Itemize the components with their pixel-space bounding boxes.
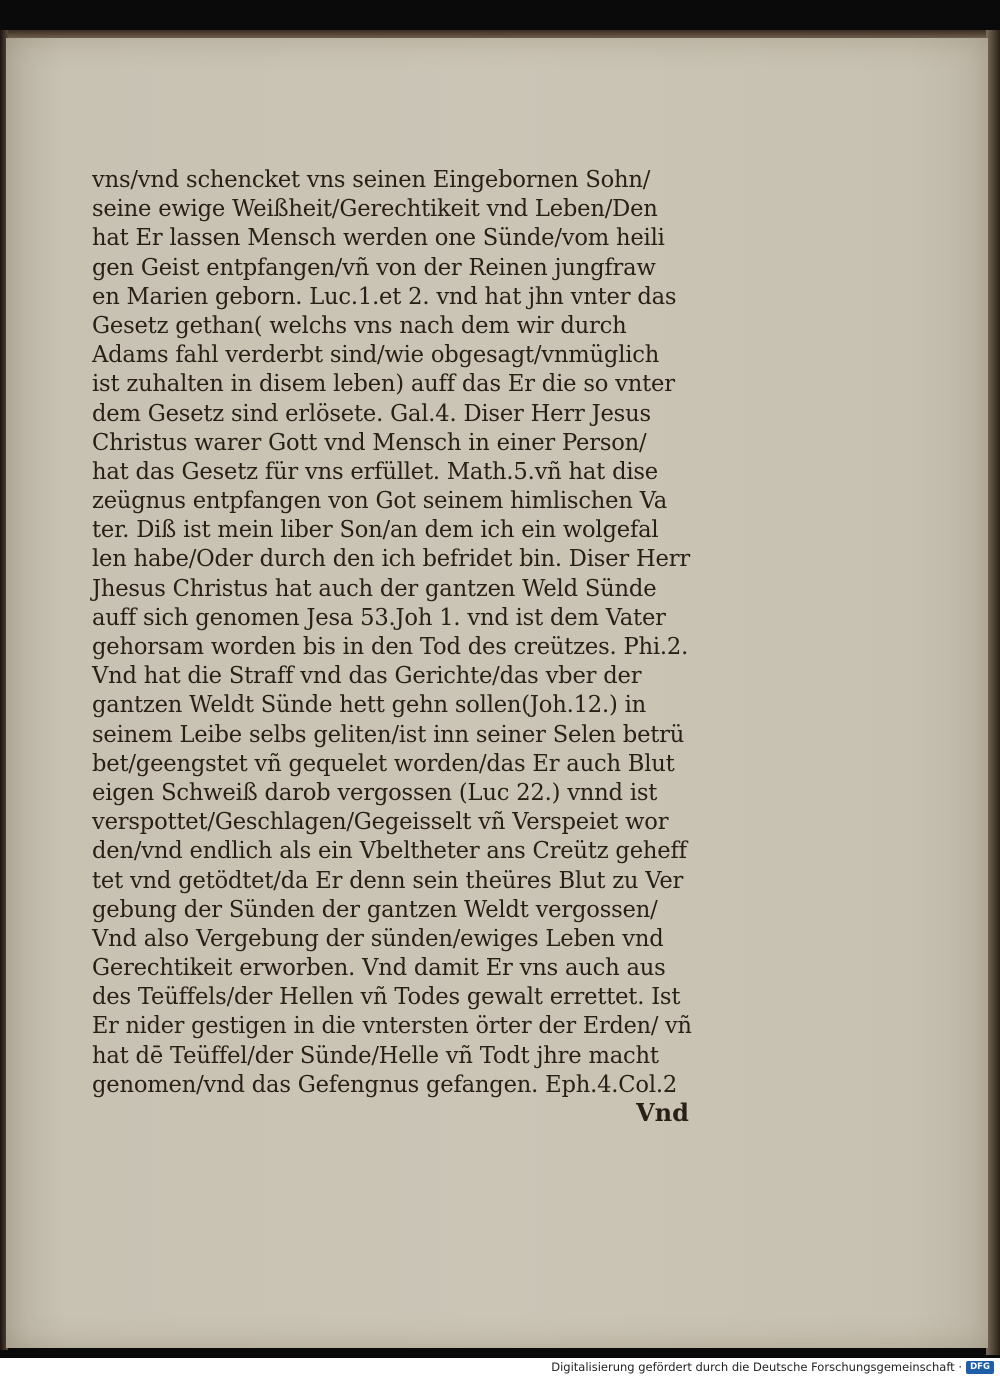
text-line: des Teüffels/der Hellen vñ Todes gewalt errettet. Ist bbox=[92, 984, 681, 1011]
page-edge-right bbox=[986, 30, 1000, 1355]
text-line: Vnd also Vergebung der sünden/ewiges Leben vnd bbox=[92, 925, 664, 952]
text-line: eigen Schweiß darob vergossen (Luc 22.) vnnd ist bbox=[92, 779, 658, 806]
text-line: Vnd hat die Straff vnd das Gerichte/das vber der bbox=[92, 663, 642, 690]
text-line: Adams fahl verderbt sind/wie obgesagt/vnmüglich bbox=[92, 342, 660, 369]
text-line: len habe/Oder durch den ich befridet bin. Diser Herr bbox=[92, 546, 690, 573]
text-line: bet/geengstet vñ gequelet worden/das Er auch Blut bbox=[92, 750, 675, 777]
text-line: genomen/vnd das Gefengnus gefangen. Eph.4.Col.2 bbox=[92, 1071, 678, 1098]
text-line: tet vnd getödtet/da Er denn sein theüres Blut zu Ver bbox=[92, 867, 684, 894]
text-line: vns/vnd schencket vns seinen Eingebornen Sohn/ bbox=[92, 167, 651, 193]
text-line: gebung der Sünden der gantzen Weldt vergossen/ bbox=[92, 896, 658, 923]
text-line: gen Geist entpfangen/vñ von der Reinen jungfraw bbox=[92, 254, 656, 281]
text-line: hat dē Teüffel/der Sünde/Helle vñ Todt jhre macht bbox=[92, 1042, 659, 1069]
body-text bbox=[92, 166, 702, 1100]
text-line: hat Er lassen Mensch werden one Sünde/vom heili bbox=[92, 225, 665, 252]
text-line: zeügnus entpfangen von Got seinem himlischen Va bbox=[92, 488, 668, 515]
text-line: den/vnd endlich als ein Vbeltheter ans Creütz geheff bbox=[92, 838, 687, 865]
funding-credit: Digitalisierung gefördert durch die Deutsche Forschungsgemeinschaft · bbox=[551, 1360, 962, 1374]
text-line: Er nider gestigen in die vntersten örter der Erden/ vñ bbox=[92, 1013, 692, 1040]
catchword: Vnd bbox=[636, 1098, 689, 1127]
text-line: seine ewige Weißheit/Gerechtikeit vnd Leben/Den bbox=[92, 196, 658, 223]
text-line: ter. Diß ist mein liber Son/an dem ich ein wolgefal bbox=[92, 517, 659, 544]
text-line: Gerechtikeit erworben. Vnd damit Er vns auch aus bbox=[92, 955, 666, 982]
text-line: Christus warer Gott vnd Mensch in einer Person/ bbox=[92, 429, 647, 456]
text-line: Jhesus Christus hat auch der gantzen Weld Sünde bbox=[92, 575, 657, 602]
text-line: ist zuhalten in disem leben) auff das Er die so vnter bbox=[92, 371, 675, 398]
text-line: gantzen Weldt Sünde hett gehn sollen(Joh.12.) in bbox=[92, 692, 647, 719]
text-line: en Marien geborn. Luc.1.et 2. vnd hat jhn vnter das bbox=[92, 283, 677, 310]
text-line: seinem Leibe selbs geliten/ist inn seiner Selen betrü bbox=[92, 721, 685, 748]
text-line: hat das Gesetz für vns erfüllet. Math.5.vñ hat dise bbox=[92, 458, 659, 485]
text-line: gehorsam worden bis in den Tod des creützes. Phi.2. bbox=[92, 634, 689, 660]
text-line: auff sich genomen Jesa 53.Joh 1. vnd ist dem Vater bbox=[92, 604, 666, 631]
text-line: Gesetz gethan( welchs vns nach dem wir durch bbox=[92, 312, 627, 339]
footer-bar bbox=[0, 1358, 1000, 1378]
text-line: dem Gesetz sind erlösete. Gal.4. Diser Herr Jesus bbox=[92, 400, 651, 427]
text-line: verspottet/Geschlagen/Gegeisselt vñ Verspeiet wor bbox=[92, 809, 669, 836]
dfg-logo: DFG bbox=[966, 1361, 994, 1374]
